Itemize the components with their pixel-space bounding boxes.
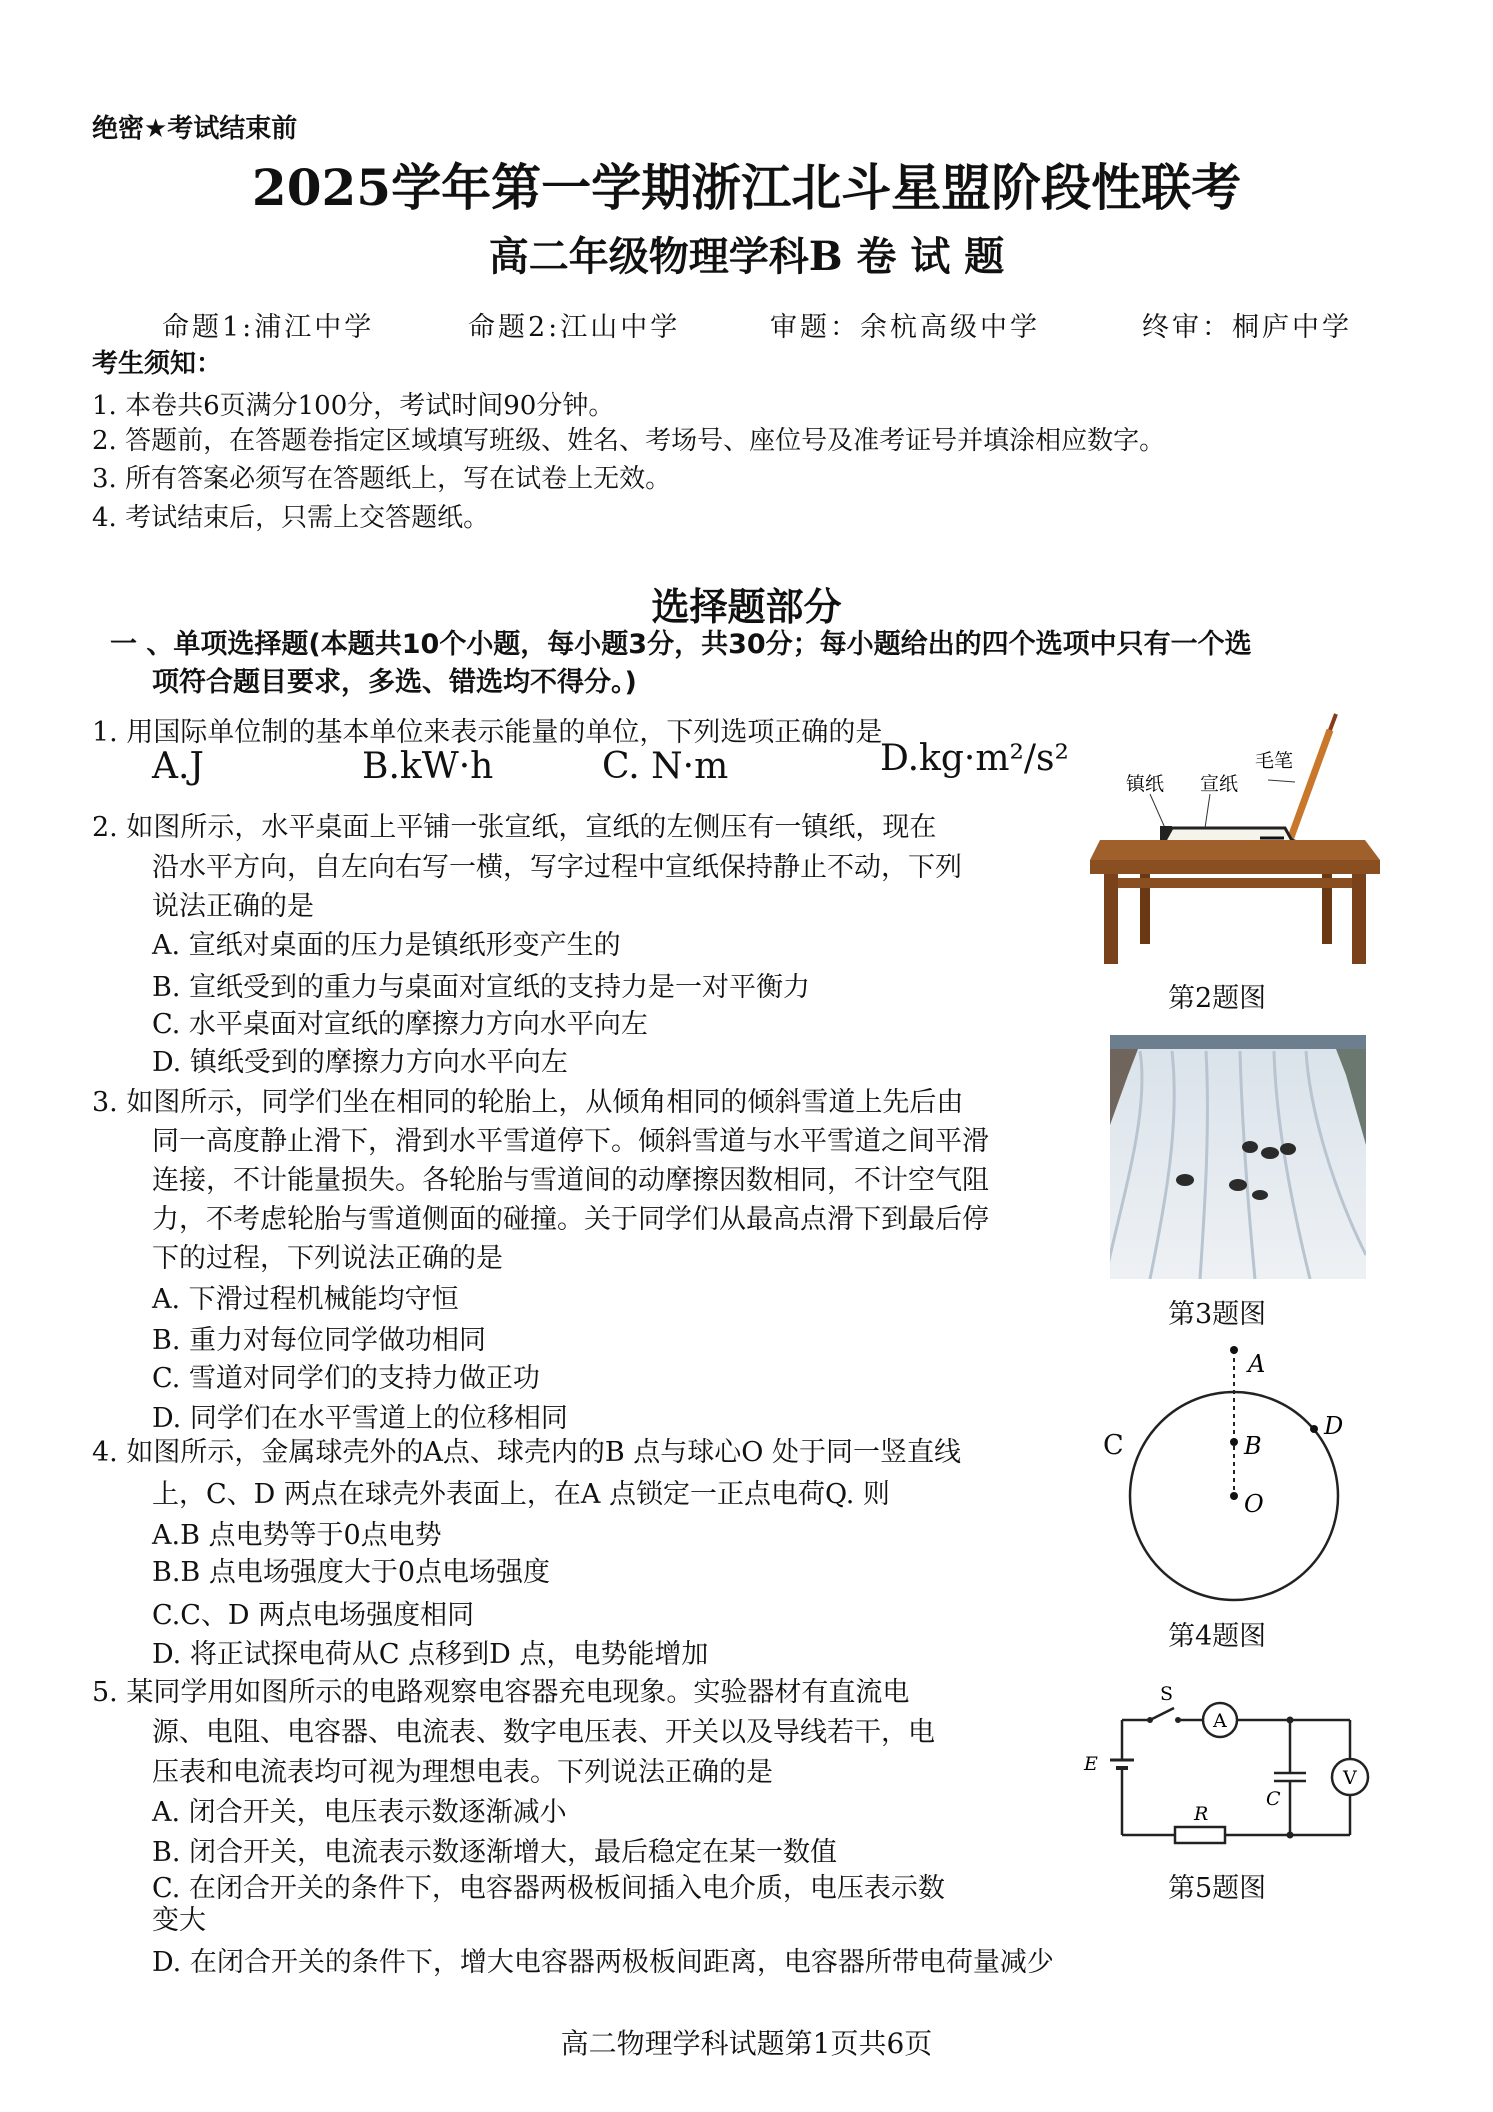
point-d [1310,1425,1318,1433]
q2-stem-line: 说法正确的是 [152,891,314,922]
label-c: C [1266,1788,1281,1810]
q3-option-a: A. 下滑过程机械能均守恒 [152,1284,459,1315]
table-top [1090,840,1380,860]
q3-stem-line: 3. 如图所示，同学们坐在相同的轮胎上，从倾角相同的倾斜雪道上先后由 [92,1087,964,1118]
credit-proposer-1: 命题1:浦江中学 [162,312,375,343]
confidential-mark: 绝密★考试结束前 [92,114,298,144]
label-a: A [1248,1350,1266,1378]
q1-option-a: A.J [152,746,204,787]
q5-caption: 第5题图 [1168,1873,1267,1904]
part-instructions: 一 、单项选择题(本题共10个小题，每小题3分，共30分；每小题给出的四个选项中只有一个选 [110,629,1252,660]
label-s: S [1160,1683,1174,1705]
label-brush: 毛笔 [1255,750,1294,772]
notice-item: 4. 考试结束后，只需上交答题纸。 [92,503,490,533]
tube-rider [1280,1143,1296,1155]
label-o: O [1244,1490,1264,1518]
label-voltmeter: V [1343,1767,1357,1789]
switch-blade [1150,1708,1174,1720]
tube-rider [1176,1174,1194,1186]
notice-item: 2. 答题前，在答题卷指定区域填写班级、姓名、考场号、座位号及准考证号并填涂相应数字。 [92,426,1166,456]
label-r: R [1194,1803,1209,1825]
label-weight: 镇纸 [1126,773,1165,795]
credit-proposer-2: 命题2:江山中学 [468,312,681,343]
q5-figure-circuit [1070,1680,1370,1855]
q2-figure-table [1090,710,1390,970]
exam-title: 2025学年第一学期浙江北斗星盟阶段性联考 [251,158,1242,217]
q5-option-c: C. 在闭合开关的条件下，电容器两极板间插入电介质，电压表示数 [152,1873,945,1904]
q2-caption: 第2题图 [1168,983,1267,1014]
q4-option-b: B.B 点电场强度大于0点电场强度 [152,1557,551,1588]
q3-stem-line: 力，不考虑轮胎与雪道侧面的碰撞。关于同学们从最高点滑下到最后停 [152,1204,989,1235]
q5-option-b: B. 闭合开关，电流表示数逐渐增大，最后稳定在某一数值 [152,1837,838,1868]
q5-option-c-cont: 变大 [152,1905,206,1936]
q2-option-c: C. 水平桌面对宣纸的摩擦力方向水平向左 [152,1009,648,1040]
point-b [1230,1438,1238,1446]
q4-stem-line: 4. 如图所示，金属球壳外的A点、球壳内的B 点与球心O 处于同一竖直线 [92,1437,961,1468]
notice-item: 1. 本卷共6页满分100分，考试时间90分钟。 [92,391,615,421]
brush-icon [1290,730,1330,840]
point-o [1230,1492,1238,1500]
q4-option-d: D. 将正试探电荷从C 点移到D 点，电势能增加 [152,1639,709,1670]
q2-option-d: D. 镇纸受到的摩擦力方向水平向左 [152,1047,568,1078]
q2-stem-line: 2. 如图所示，水平桌面上平铺一张宣纸，宣纸的左侧压有一镇纸，现在 [92,812,937,843]
q1-option-b: B.kW·h [362,746,494,787]
table-leg [1104,874,1118,964]
q4-option-c: C.C、D 两点电场强度相同 [152,1600,475,1631]
point-a [1230,1346,1238,1354]
tube-rider [1261,1147,1279,1159]
notice-heading: 考生须知： [92,349,223,379]
resistor [1175,1827,1225,1843]
label-ammeter: A [1213,1710,1227,1732]
page-footer: 高二物理学科试题第1页共6页 [560,2027,933,2060]
exam-subtitle: 高二年级物理学科B 卷 试 题 [488,233,1005,280]
q3-caption: 第3题图 [1168,1299,1267,1330]
tube-rider [1252,1190,1268,1200]
q3-stem-line: 连接，不计能量损失。各轮胎与雪道间的动摩擦因数相同，不计空气阻 [152,1165,989,1196]
label-paper: 宣纸 [1200,773,1239,795]
table-leg [1352,874,1366,964]
tube-rider [1229,1179,1247,1191]
label-d: D [1324,1412,1344,1440]
q5-stem-line: 源、电阻、电容器、电流表、数字电压表、开关以及导线若干，电 [152,1717,935,1748]
q3-option-d: D. 同学们在水平雪道上的位移相同 [152,1403,568,1434]
q4-stem-line: 上，C、D 两点在球壳外表面上，在A 点锁定一正点电荷Q. 则 [152,1479,890,1510]
q1-stem: 1. 用国际单位制的基本单位来表示能量的单位，下列选项正确的是 [92,717,883,748]
q4-stem-c-label: C [1103,1430,1124,1461]
q3-figure-snow-slide [1110,1035,1366,1279]
q1-option-c: C. N·m [602,746,729,787]
notice-item: 3. 所有答案必须写在答题纸上，写在试卷上无效。 [92,464,672,494]
q3-option-c: C. 雪道对同学们的支持力做正功 [152,1363,540,1394]
q3-stem-line: 下的过程，下列说法正确的是 [152,1243,503,1274]
label-b: B [1244,1432,1262,1460]
tube-rider [1242,1141,1258,1153]
credit-final-reviewer: 终审：桐庐中学 [1142,312,1352,343]
q2-option-b: B. 宣纸受到的重力与桌面对宣纸的支持力是一对平衡力 [152,972,811,1003]
q4-caption: 第4题图 [1168,1621,1267,1652]
section-title: 选择题部分 [651,584,842,629]
q5-stem-line: 压表和电流表均可视为理想电表。下列说法正确的是 [152,1757,773,1788]
q3-stem-line: 同一高度静止滑下，滑到水平雪道停下。倾斜雪道与水平雪道之间平滑 [152,1126,989,1157]
q5-stem-line: 5. 某同学用如图所示的电路观察电容器充电现象。实验器材有直流电 [92,1677,910,1708]
label-e: E [1084,1753,1098,1775]
q4-option-a: A.B 点电势等于0点电势 [152,1520,442,1551]
credit-reviewer: 审题：余杭高级中学 [770,312,1040,343]
q5-option-d: D. 在闭合开关的条件下，增大电容器两极板间距离，电容器所带电荷量减少 [152,1947,1054,1978]
q1-option-d: D.kg·m²/s² [880,738,1069,779]
q3-option-b: B. 重力对每位同学做功相同 [152,1325,487,1356]
q4-figure-sphere [1118,1340,1358,1610]
q5-option-a: A. 闭合开关，电压表示数逐渐减小 [152,1797,567,1828]
q2-option-a: A. 宣纸对桌面的压力是镇纸形变产生的 [152,930,621,961]
q2-stem-line: 沿水平方向，自左向右写一横，写字过程中宣纸保持静止不动，下列 [152,852,962,883]
part-instructions-cont: 项符合题目要求，多选、错选均不得分。) [152,667,637,698]
